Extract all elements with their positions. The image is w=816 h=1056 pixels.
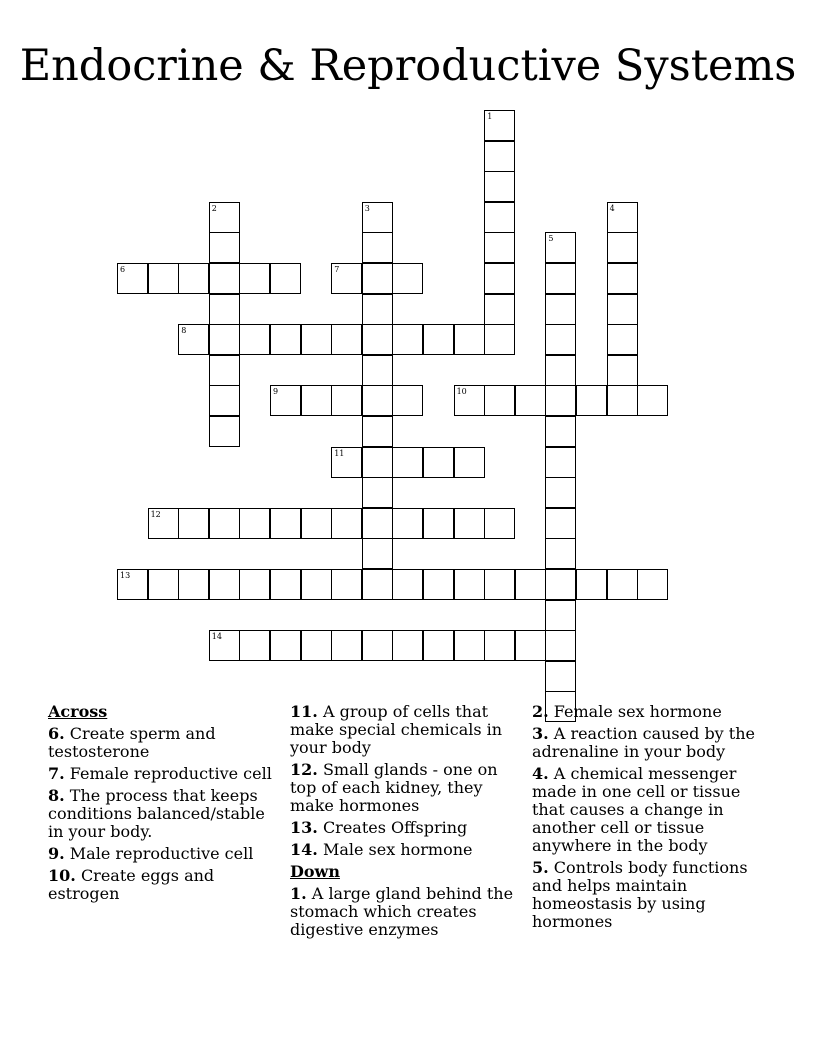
grid-cell[interactable] [484, 171, 515, 202]
clue-number: 8. [48, 786, 65, 805]
grid-cell[interactable] [545, 232, 576, 263]
grid-cell[interactable] [362, 508, 393, 539]
clue-text: A large gland behind the stomach which creates digestive enzymes [290, 884, 514, 939]
clue-across-8 [48, 787, 280, 841]
cell-number: 1 [487, 112, 493, 121]
grid-cell[interactable] [270, 569, 301, 600]
grid-cell[interactable] [484, 263, 515, 294]
grid-cell[interactable] [515, 569, 546, 600]
grid-cell[interactable] [270, 263, 301, 294]
cell-number: 14 [211, 632, 222, 642]
grid-cell[interactable] [331, 447, 362, 478]
clue-number: 2. [532, 702, 549, 721]
grid-cell[interactable] [362, 385, 393, 416]
clue-text: Create sperm and testosterone [48, 724, 216, 761]
clue-number: 12. [290, 760, 318, 779]
grid-cell[interactable] [209, 630, 240, 661]
grid-cell[interactable] [515, 385, 546, 416]
grid-cell[interactable] [545, 324, 576, 355]
clue-number: 10. [48, 866, 76, 885]
grid-cell[interactable] [607, 202, 638, 233]
grid-cell[interactable] [270, 324, 301, 355]
clues-column-2 [290, 703, 522, 943]
grid-cell[interactable] [209, 294, 240, 325]
clue-across-9 [48, 845, 280, 863]
clue-number: 11. [290, 702, 318, 721]
grid-cell[interactable] [362, 477, 393, 508]
grid-cell[interactable] [209, 324, 240, 355]
down-heading: Down [290, 862, 340, 881]
grid-cell[interactable] [484, 232, 515, 263]
cell-number: 11 [334, 448, 345, 458]
cell-number: 9 [273, 387, 279, 397]
cell-number: 3 [364, 203, 370, 213]
clue-across-7 [48, 765, 280, 783]
grid-cell[interactable] [301, 324, 332, 355]
clue-down-2 [532, 703, 764, 721]
clue-down-4 [532, 765, 764, 855]
grid-cell[interactable] [545, 447, 576, 478]
grid-cell[interactable] [362, 294, 393, 325]
clue-text: Male sex hormone [322, 840, 473, 859]
clue-down-1 [290, 885, 522, 939]
grid-cell[interactable] [270, 385, 301, 416]
clue-number: 4. [532, 764, 549, 783]
grid-cell[interactable] [239, 324, 270, 355]
clue-text: Small glands - one on top of each kidney, they make hormones [290, 760, 498, 815]
grid-cell[interactable] [484, 110, 515, 141]
grid-cell[interactable] [392, 569, 423, 600]
grid-cell[interactable] [362, 232, 393, 263]
grid-cell[interactable] [484, 385, 515, 416]
cell-number: 8 [181, 326, 187, 336]
grid-cell[interactable] [607, 385, 638, 416]
grid-cell[interactable] [331, 630, 362, 661]
grid-cell[interactable] [392, 447, 423, 478]
cell-number: 2 [211, 203, 217, 213]
grid-cell[interactable] [148, 569, 179, 600]
grid-cell[interactable] [515, 630, 546, 661]
grid-cell[interactable] [545, 294, 576, 325]
clue-number: 6. [48, 724, 65, 743]
grid-cell[interactable] [545, 355, 576, 386]
clue-text: Create eggs and estrogen [48, 866, 215, 903]
grid-cell[interactable] [607, 232, 638, 263]
grid-cell[interactable] [209, 355, 240, 386]
grid-cell[interactable] [148, 263, 179, 294]
clue-across-11 [290, 703, 522, 757]
grid-cell[interactable] [362, 569, 393, 600]
grid-cell[interactable] [331, 324, 362, 355]
grid-cell[interactable] [301, 385, 332, 416]
clue-text: Controls body functions and helps maintain homeostasis by using hormones [532, 858, 748, 931]
grid-cell[interactable] [423, 447, 454, 478]
grid-cell[interactable] [239, 630, 270, 661]
grid-cell[interactable] [301, 508, 332, 539]
grid-cell[interactable] [331, 569, 362, 600]
cell-number: 4 [609, 203, 615, 213]
grid-cell[interactable] [331, 263, 362, 294]
clue-down-5 [532, 859, 764, 931]
grid-cell[interactable] [239, 263, 270, 294]
grid-cell[interactable] [484, 294, 515, 325]
cell-number: 13 [120, 571, 131, 580]
clues-column-1 [48, 703, 280, 907]
grid-cell[interactable] [607, 355, 638, 386]
grid-cell[interactable] [362, 416, 393, 447]
grid-cell[interactable] [454, 385, 485, 416]
clue-number: 9. [48, 844, 65, 863]
grid-cell[interactable] [545, 600, 576, 631]
grid-cell[interactable] [331, 385, 362, 416]
grid-cell[interactable] [270, 508, 301, 539]
grid-cell[interactable] [239, 569, 270, 600]
grid-cell[interactable] [607, 263, 638, 294]
grid-cell[interactable] [178, 508, 209, 539]
clue-text: Female reproductive cell [69, 764, 272, 783]
clue-number: 13. [290, 818, 318, 837]
grid-cell[interactable] [545, 263, 576, 294]
grid-cell[interactable] [362, 630, 393, 661]
grid-cell[interactable] [484, 141, 515, 172]
clue-number: 5. [532, 858, 549, 877]
grid-cell[interactable] [637, 385, 668, 416]
grid-cell[interactable] [454, 447, 485, 478]
grid-cell[interactable] [331, 508, 362, 539]
grid-cell[interactable] [362, 202, 393, 233]
grid-cell[interactable] [362, 324, 393, 355]
grid-cell[interactable] [545, 630, 576, 661]
clue-number: 1. [290, 884, 307, 903]
grid-cell[interactable] [362, 538, 393, 569]
grid-cell[interactable] [576, 569, 607, 600]
grid-cell[interactable] [301, 569, 332, 600]
grid-cell[interactable] [545, 538, 576, 569]
grid-cell[interactable] [178, 263, 209, 294]
clue-across-6 [48, 725, 280, 761]
grid-cell[interactable] [270, 630, 301, 661]
grid-cell[interactable] [209, 385, 240, 416]
cell-number: 5 [548, 234, 554, 244]
grid-cell[interactable] [301, 630, 332, 661]
grid-cell[interactable] [484, 202, 515, 233]
grid-cell[interactable] [392, 630, 423, 661]
grid-cell[interactable] [178, 324, 209, 355]
grid-cell[interactable] [178, 569, 209, 600]
grid-cell[interactable] [392, 508, 423, 539]
grid-cell[interactable] [545, 416, 576, 447]
grid-cell[interactable] [392, 263, 423, 294]
grid-cell[interactable] [209, 202, 240, 233]
grid-cell[interactable] [239, 508, 270, 539]
grid-cell[interactable] [484, 630, 515, 661]
clue-across-10 [48, 867, 280, 903]
grid-cell[interactable] [209, 263, 240, 294]
clue-number: 7. [48, 764, 65, 783]
grid-cell[interactable] [545, 508, 576, 539]
grid-cell[interactable] [454, 630, 485, 661]
grid-cell[interactable] [423, 324, 454, 355]
grid-cell[interactable] [209, 416, 240, 447]
clue-text: Male reproductive cell [69, 844, 254, 863]
page-title: Endocrine & Reproductive Systems [19, 41, 797, 91]
grid-cell[interactable] [484, 508, 515, 539]
grid-cell[interactable] [484, 324, 515, 355]
grid-cell[interactable] [392, 385, 423, 416]
grid-cell[interactable] [209, 232, 240, 263]
grid-cell[interactable] [454, 508, 485, 539]
grid-cell[interactable] [423, 508, 454, 539]
grid-cell[interactable] [209, 508, 240, 539]
clue-down-3 [532, 725, 764, 761]
grid-cell[interactable] [362, 263, 393, 294]
grid-cell[interactable] [607, 569, 638, 600]
clue-text: Creates Offspring [322, 818, 468, 837]
grid-cell[interactable] [545, 477, 576, 508]
clue-across-13 [290, 819, 522, 837]
grid-cell[interactable] [148, 508, 179, 539]
grid-cell[interactable] [362, 447, 393, 478]
clue-text: A chemical messenger made in one cell or tissue that causes a change in another cell or tissue anywhere in the body [532, 764, 741, 855]
grid-cell[interactable] [484, 569, 515, 600]
clue-across-14 [290, 841, 522, 859]
clue-text: A group of cells that make special chemicals in your body [290, 702, 503, 757]
grid-cell[interactable] [545, 569, 576, 600]
across-heading: Across [48, 702, 108, 721]
grid-cell[interactable] [637, 569, 668, 600]
clue-text: Female sex hormone [553, 702, 722, 721]
grid-cell[interactable] [362, 355, 393, 386]
grid-cell[interactable] [545, 661, 576, 692]
grid-cell[interactable] [423, 630, 454, 661]
clue-across-12 [290, 761, 522, 815]
cell-number: 6 [120, 265, 126, 274]
cell-number: 10 [456, 387, 467, 397]
clue-number: 3. [532, 724, 549, 743]
cell-number: 7 [334, 265, 340, 274]
clue-text: A reaction caused by the adrenaline in your body [532, 724, 756, 761]
grid-cell[interactable] [117, 263, 148, 294]
grid-cell[interactable] [576, 385, 607, 416]
grid-cell[interactable] [209, 569, 240, 600]
grid-cell[interactable] [454, 569, 485, 600]
grid-cell[interactable] [607, 294, 638, 325]
grid-cell[interactable] [454, 324, 485, 355]
grid-cell[interactable] [607, 324, 638, 355]
cell-number: 12 [150, 509, 161, 519]
grid-cell[interactable] [545, 385, 576, 416]
grid-cell[interactable] [423, 569, 454, 600]
grid-cell[interactable] [117, 569, 148, 600]
clues-column-3 [532, 703, 764, 935]
clue-number: 14. [290, 840, 318, 859]
grid-cell[interactable] [392, 324, 423, 355]
clue-text: The process that keeps conditions balanced/stable in your body. [48, 786, 265, 841]
